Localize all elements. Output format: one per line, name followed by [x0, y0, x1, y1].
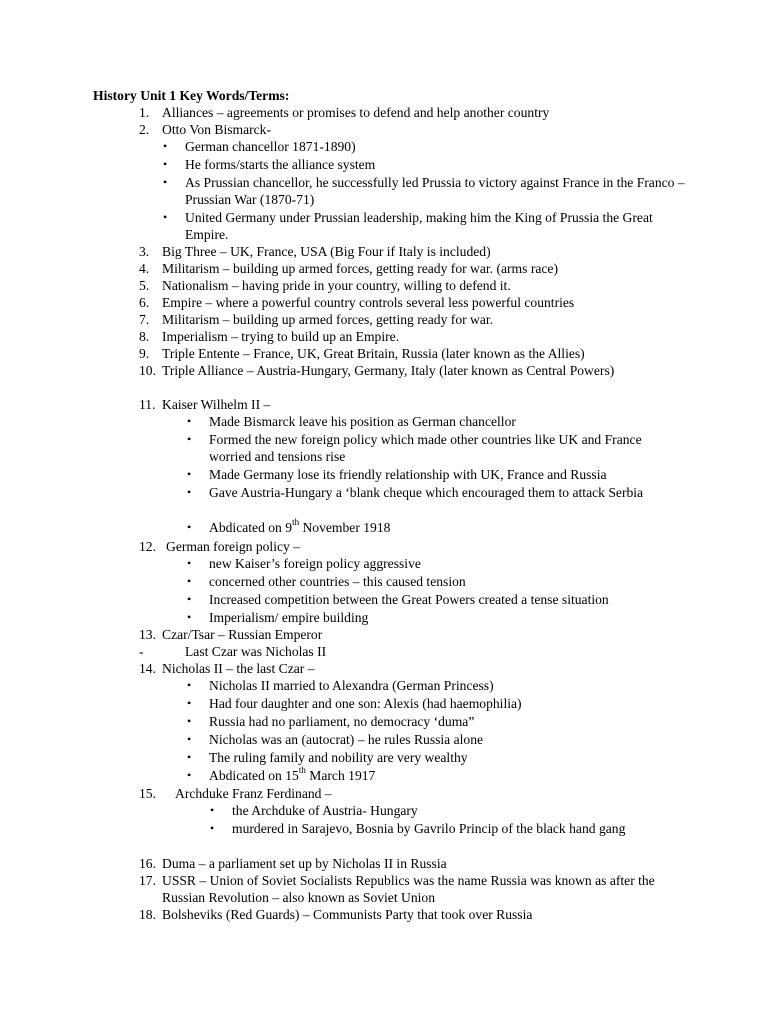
bullet-text: German chancellor 1871-1890) — [185, 139, 356, 154]
list-item — [0, 872, 768, 906]
bullet-icon: • — [187, 768, 192, 782]
item-text: Triple Alliance – Austria-Hungary, Germany, Italy (later known as Central Powers) — [162, 363, 615, 378]
item-text: Otto Von Bismarck- — [162, 122, 272, 137]
list-item — [0, 906, 768, 923]
bullet-icon: • — [187, 714, 192, 728]
list-item — [0, 785, 768, 802]
bullet-item — [0, 695, 768, 713]
bullet-icon: • — [163, 210, 168, 224]
bullet-text: Increased competition between the Great Powers created a tense situation — [209, 592, 609, 607]
bullet-text: Abdicated on 15th March 1917 — [209, 765, 376, 783]
bullet-icon: • — [187, 592, 192, 606]
bullet-item — [0, 749, 768, 767]
bullet-item — [0, 209, 768, 243]
bullet-item — [0, 519, 768, 538]
bullet-item — [0, 767, 768, 785]
bullet-icon: • — [187, 520, 192, 534]
bullet-item — [0, 591, 768, 609]
bullet-text: Gave Austria-Hungary a ‘blank cheque which encouraged them to attack Serbia — [209, 485, 644, 500]
bullet-text: murdered in Sarajevo, Bosnia by Gavrilo Princip of the black hand gang — [232, 821, 626, 836]
item-text: Triple Entente – France, UK, Great Britain, Russia (later known as the Allies) — [162, 346, 585, 361]
bullet-icon: • — [187, 732, 192, 746]
item-text: Kaiser Wilhelm II – — [162, 397, 271, 412]
bullet-text: Imperialism/ empire building — [209, 610, 369, 625]
dash-marker: - — [139, 644, 144, 659]
bullet-item — [0, 677, 768, 695]
bullet-text: Had four daughter and one son: Alexis (had haemophilia) — [209, 696, 522, 711]
item-number: 10. — [139, 363, 156, 378]
item-number: 2. — [139, 122, 150, 137]
item-number: 14. — [139, 661, 156, 676]
bullet-text: Nicholas was an (autocrat) – he rules Russia alone — [209, 732, 484, 747]
bullet-icon: • — [187, 432, 192, 446]
bullet-item — [0, 820, 768, 855]
bullet-icon: • — [187, 574, 192, 588]
bullet-item — [0, 156, 768, 174]
bullet-icon: • — [187, 414, 192, 428]
bullet-text: The ruling family and nobility are very wealthy — [209, 750, 468, 765]
bullet-icon: • — [187, 610, 192, 624]
bullet-item — [0, 802, 768, 820]
bullet-text: Nicholas II married to Alexandra (German Princess) — [209, 678, 494, 693]
item-number: 15. — [139, 786, 156, 801]
item-number: 7. — [139, 312, 150, 327]
bullet-icon: • — [187, 750, 192, 764]
list-item — [0, 121, 768, 138]
item-number: 8. — [139, 329, 150, 344]
item-number: 6. — [139, 295, 150, 310]
item-text: Last Czar was Nicholas II — [185, 644, 327, 659]
item-number: 17. — [139, 873, 156, 888]
item-number: 5. — [139, 278, 150, 293]
item-text: Nationalism – having pride in your country, willing to defend it. — [162, 278, 511, 293]
list-item — [0, 104, 768, 121]
item-text: Alliances – agreements or promises to defend and help another country — [162, 105, 550, 120]
bullet-text: concerned other countries – this caused tension — [209, 574, 466, 589]
bullet-icon: • — [210, 821, 215, 835]
item-text: Imperialism – trying to build up an Empire. — [162, 329, 400, 344]
item-text: USSR – Union of Soviet Socialists Republics was the name Russia was known as after the Russian Revolution – also known as Soviet Union — [162, 873, 655, 905]
bullet-icon: • — [187, 556, 192, 570]
item-text: Archduke Franz Ferdinand – — [175, 786, 332, 801]
key-terms-list — [0, 104, 768, 923]
list-item — [0, 277, 768, 294]
item-text: German foreign policy – — [166, 539, 301, 554]
item-number: 4. — [139, 261, 150, 276]
bullet-item — [0, 413, 768, 431]
item-number: 18. — [139, 907, 156, 922]
item-text: Czar/Tsar – Russian Emperor — [162, 627, 323, 642]
bullet-icon: • — [187, 485, 192, 499]
list-item — [0, 294, 768, 311]
list-item — [0, 396, 768, 413]
bullet-icon: • — [210, 803, 215, 817]
bullet-text: He forms/starts the alliance system — [185, 157, 376, 172]
list-item — [0, 243, 768, 260]
item-text: Militarism – building up armed forces, getting ready for war. — [162, 312, 494, 327]
bullet-text: Abdicated on 9th November 1918 — [209, 517, 391, 535]
item-number: 9. — [139, 346, 150, 361]
bullet-text: Formed the new foreign policy which made other countries like UK and France worried and tensions rise — [209, 432, 642, 464]
item-number: 13. — [139, 627, 156, 642]
item-number: 11. — [139, 397, 156, 412]
list-item — [0, 362, 768, 396]
list-item — [0, 260, 768, 277]
list-item — [0, 328, 768, 345]
bullet-item — [0, 573, 768, 591]
bullet-item — [0, 138, 768, 156]
bullet-item — [0, 431, 768, 466]
bullet-text: new Kaiser’s foreign policy aggressive — [209, 556, 421, 571]
item-text: Duma – a parliament set up by Nicholas II in Russia — [162, 856, 447, 871]
list-item — [0, 643, 768, 660]
bullet-icon: • — [163, 139, 168, 153]
bullet-item — [0, 713, 768, 731]
item-text: Empire – where a powerful country controls several less powerful countries — [162, 295, 575, 310]
bullet-item — [0, 466, 768, 484]
bullet-item — [0, 731, 768, 749]
item-number: 3. — [139, 244, 150, 259]
item-number: 1. — [139, 105, 150, 120]
list-item — [0, 311, 768, 328]
bullet-icon: • — [187, 696, 192, 710]
bullet-icon: • — [187, 467, 192, 481]
bullet-icon: • — [163, 175, 168, 189]
bullet-text: As Prussian chancellor, he successfully led Prussia to victory against France in the Franco – Prussian War (1870-71) — [185, 175, 685, 207]
item-number: 16. — [139, 856, 156, 871]
bullet-icon: • — [187, 678, 192, 692]
bullet-item — [0, 174, 768, 209]
list-item — [0, 660, 768, 677]
bullet-text: Russia had no parliament, no democracy ‘duma” — [209, 714, 475, 729]
list-item — [0, 855, 768, 872]
bullet-text: United Germany under Prussian leadership, making him the King of Prussia the Great Empire. — [185, 210, 653, 242]
item-text: Militarism – building up armed forces, getting ready for war. (arms race) — [162, 261, 558, 276]
bullet-text: Made Germany lose its friendly relationship with UK, France and Russia — [209, 467, 607, 482]
item-text: Big Three – UK, France, USA (Big Four if Italy is included) — [162, 244, 491, 259]
bullet-item — [0, 484, 768, 519]
item-text: Bolsheviks (Red Guards) – Communists Party that took over Russia — [162, 907, 533, 922]
list-item — [0, 345, 768, 362]
bullet-text: Made Bismarck leave his position as German chancellor — [209, 414, 516, 429]
item-text: Nicholas II – the last Czar – — [162, 661, 315, 676]
page-title: History Unit 1 Key Words/Terms: — [93, 88, 290, 103]
item-number: 12. — [139, 539, 156, 554]
bullet-item — [0, 609, 768, 626]
bullet-item — [0, 555, 768, 573]
bullet-icon: • — [163, 157, 168, 171]
bullet-text: the Archduke of Austria- Hungary — [232, 803, 418, 818]
list-item — [0, 626, 768, 643]
list-item — [0, 538, 768, 555]
